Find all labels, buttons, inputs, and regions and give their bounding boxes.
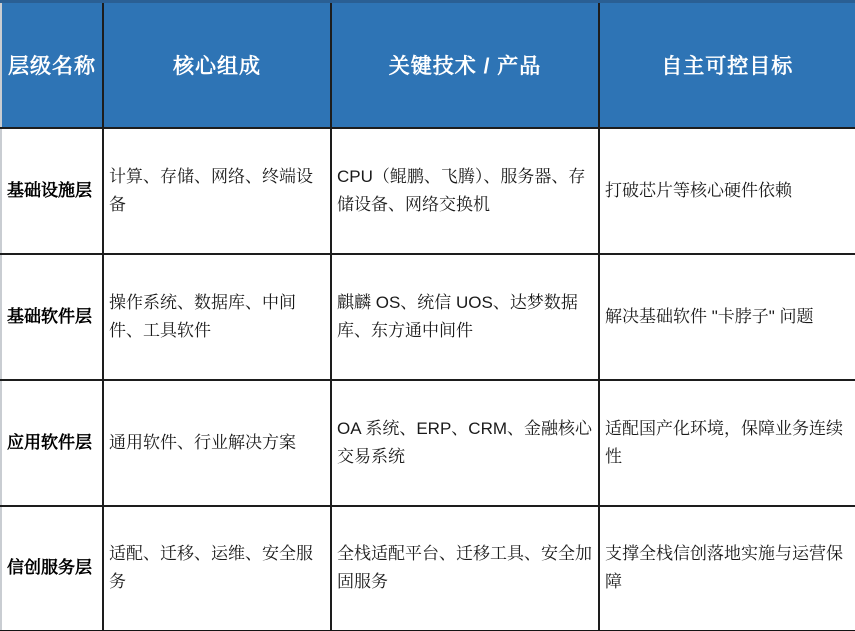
cell-layer-name: 基础软件层	[1, 254, 103, 380]
table-row-xinchuang-service	[1, 506, 855, 631]
cell-core-composition: 通用软件、行业解决方案	[103, 380, 331, 506]
cell-key-technology: 全栈适配平台、迁移工具、安全加固服务	[331, 506, 599, 631]
table-row-infrastructure	[1, 128, 855, 254]
table-row-basic-software	[1, 254, 855, 380]
cell-key-technology: 麒麟 OS、统信 UOS、达梦数据库、东方通中间件	[331, 254, 599, 380]
header-row	[1, 2, 855, 128]
header-cell-layer-name: 层级名称	[1, 2, 103, 128]
cell-core-composition: 操作系统、数据库、中间件、工具软件	[103, 254, 331, 380]
cell-layer-name: 信创服务层	[1, 506, 103, 631]
table-body	[1, 128, 855, 631]
header-cell-autonomy-goal: 自主可控目标	[599, 2, 855, 128]
cell-autonomy-goal: 支撑全栈信创落地实施与运营保障	[599, 506, 855, 631]
header-cell-key-technology: 关键技术 / 产品	[331, 2, 599, 128]
table-header	[1, 2, 855, 128]
cell-layer-name: 基础设施层	[1, 128, 103, 254]
cell-autonomy-goal: 适配国产化环境，保障业务连续性	[599, 380, 855, 506]
cell-core-composition: 适配、迁移、运维、安全服务	[103, 506, 331, 631]
cell-autonomy-goal: 解决基础软件 "卡脖子" 问题	[599, 254, 855, 380]
cell-key-technology: OA 系统、ERP、CRM、金融核心交易系统	[331, 380, 599, 506]
cell-core-composition: 计算、存储、网络、终端设备	[103, 128, 331, 254]
cell-autonomy-goal: 打破芯片等核心硬件依赖	[599, 128, 855, 254]
table-row-application-software	[1, 380, 855, 506]
cell-layer-name: 应用软件层	[1, 380, 103, 506]
header-cell-core-composition: 核心组成	[103, 2, 331, 128]
cell-key-technology: CPU（鲲鹏、飞腾）、服务器、存储设备、网络交换机	[331, 128, 599, 254]
